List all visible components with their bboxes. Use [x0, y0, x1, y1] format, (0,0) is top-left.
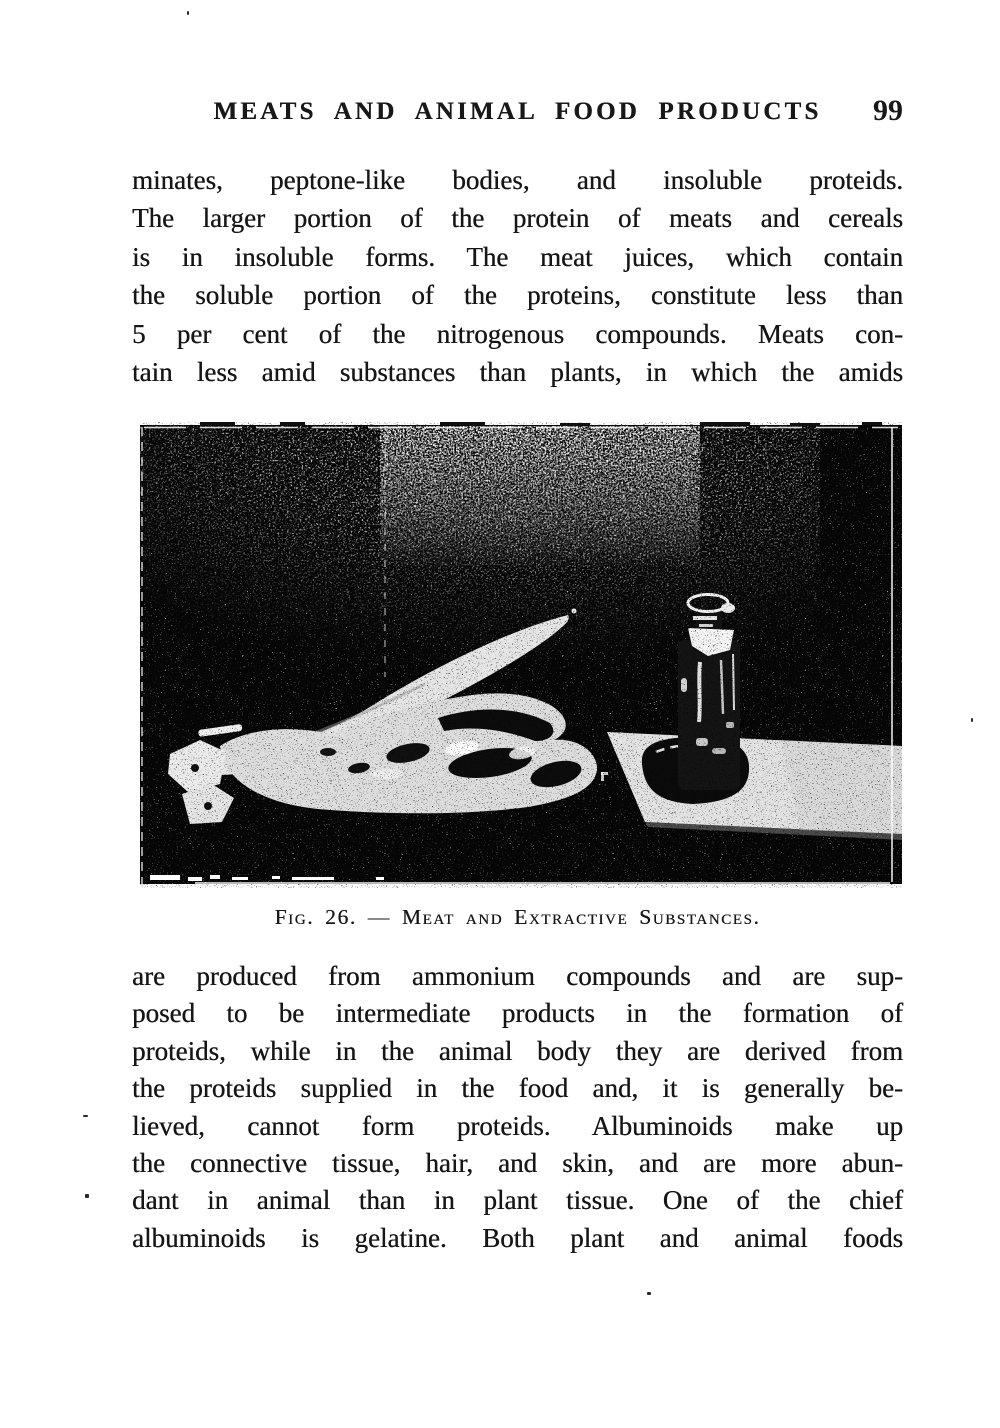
text-line: proteids, while in the animal body they are derived from: [132, 1035, 903, 1066]
text-line: posed to be intermediate products in the formation of: [132, 998, 903, 1029]
scan-speck: [83, 1115, 88, 1117]
running-head-title: MEATS AND ANIMAL FOOD PRODUCTS: [213, 98, 822, 125]
page-number: 99: [873, 94, 903, 127]
text-line: the soluble portion of the proteins, constitute less than: [132, 280, 903, 311]
text-line: is in insoluble forms. The meat juices, which contain: [132, 241, 903, 272]
text-line: lieved, cannot form proteids. Albuminoids make up: [132, 1110, 903, 1141]
text-line: the connective tissue, hair, and skin, and are more abun-: [132, 1148, 903, 1179]
text-line: are produced from ammonium compounds and are sup-: [132, 961, 903, 991]
text-line: 5 per cent of the nitrogenous compounds. Meats con-: [132, 318, 903, 349]
text-line: minates, peptone-like bodies, and insoluble proteids.: [132, 165, 903, 195]
text-line: tain less amid substances than plants, in which the amids: [132, 357, 903, 388]
halftone-plate: [140, 422, 902, 888]
text-line: dant in animal than in plant tissue. One of the chief: [132, 1185, 903, 1216]
scan-speck: [85, 1194, 89, 1198]
page-header: [132, 94, 903, 134]
text-line: albuminoids is gelatine. Both plant and animal foods: [132, 1222, 903, 1253]
text-line: the proteids supplied in the food and, it is generally be-: [132, 1073, 903, 1104]
figure-caption: Fig. 26. — Meat and Extractive Substances.: [274, 905, 761, 929]
figure-26-photo: [140, 422, 902, 888]
scan-speck: [187, 11, 189, 15]
scan-speck: [647, 1292, 651, 1295]
halftone-grain: [140, 422, 902, 888]
text-line: The larger portion of the protein of meats and cereals: [132, 203, 903, 234]
scan-speck: [971, 718, 973, 722]
paragraph-1: [132, 161, 903, 391]
paragraph-2: [132, 958, 903, 1257]
